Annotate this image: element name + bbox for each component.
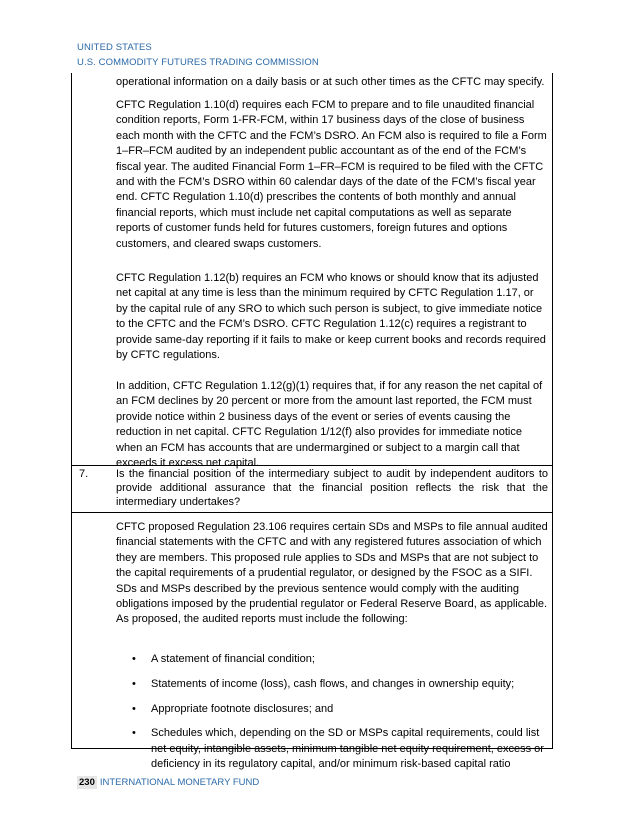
list-item: • Statements of income (loss), cash flows, and changes in ownership equity; <box>132 677 548 692</box>
continued-text: operational information on a daily basis or at such other times as the CFTC may specify. <box>116 76 545 88</box>
list-item: • A statement of financial condition; <box>132 652 548 667</box>
paragraph-reg-1-12g: In addition, CFTC Regulation 1.12(g)(1) requires that, if for any reason the net capital of an FCM declines by 20 percent or more from the amount last reported, the FCM must provide notice within 2 business days of the event or series of events causing the reduction in net capital. CFTC Regulation 1/12(f) also provides for immediate notice when an FCM has accounts that are undermargined or subject to a margin call that exceeds it excess net capital. <box>116 380 543 470</box>
bullet-icon: • <box>132 727 136 740</box>
question-row <box>71 465 553 513</box>
audit-report-list <box>132 652 548 782</box>
answer-block <box>71 512 553 771</box>
footer-publisher: INTERNATIONAL MONETARY FUND <box>99 777 260 788</box>
paragraph-reg-1-12b: CFTC Regulation 1.12(b) requires an FCM who knows or should know that its adjusted net capital at any time is less than the minimum required by CFTC Regulation 1.17, or by the capital rule of any SRO to which such person is subject, to give immediate notice to the CFTC and the FCM’s DSRO. CFTC Regulation 1.12(c) requires a registrant to provide same-day reporting if it fails to make or keep current books and records required by CFTC regulations. <box>116 272 546 362</box>
list-item: • Schedules which, depending on the SD or MSPs capital requirements, could list net equity, intangible assets, minimum tangible net equity requirement, excess or deficiency in its regulatory capital, and/or minimum risk-based capital ratio <box>132 727 544 771</box>
bullet-icon: • <box>132 677 136 690</box>
list-item: • Appropriate footnote disclosures; and <box>132 702 548 717</box>
assessment-table <box>71 73 553 771</box>
header-country: UNITED STATES <box>77 42 152 53</box>
bullet-icon: • <box>132 702 136 715</box>
page-footer <box>77 777 259 788</box>
paragraph-reg-1-10d: CFTC Regulation 1.10(d) requires each FCM to prepare and to file unaudited financial condition reports, Form 1-FR-FCM, within 17 business days of the close of business each month with the CFTC and the FCM’s DSRO. An FCM also is required to file a Form 1–FR–FCM audited by an independent public accountant as of the end of the FCM’s fiscal year. The audited Financial Form 1–FR–FCM is required to be filed with the CFTC and with the FCM’s DSRO within 60 calendar days of the date of the FCM’s fiscal year end. CFTC Regulation 1.10(d) prescribes the contents of both monthly and annual financial reports, which must include net capital computations as well as separate reports of customer funds held for futures customers, foreign futures and options customers, and cleared swaps customers. <box>116 99 547 250</box>
header-agency: U.S. COMMODITY FUTURES TRADING COMMISSION <box>77 57 319 68</box>
page-number: 230 <box>79 777 95 788</box>
question-number: 7. <box>79 468 89 480</box>
question-text: Is the financial position of the intermediary subject to audit by independent auditors to provide additional assurance that the financial position reflects the risk that the intermediary undertakes? <box>116 468 548 508</box>
bullet-icon: • <box>132 653 136 665</box>
answer-block-continued <box>71 73 553 470</box>
answer-paragraph: CFTC proposed Regulation 23.106 requires certain SDs and MSPs to file annual audited financial statements with the CFTC and with any registered futures association of which they are members. This proposed rule applies to SDs and MSPs that are not subject to the capital requirements of a prudential regulator, or designed by the FSOC as a SIFI. SDs and MSPs described by the previous sentence would comply with the auditing obligations imposed by the prudential regulator or Federal Reserve Board, as applicable. As proposed, the audited reports must include the following: <box>116 521 548 626</box>
